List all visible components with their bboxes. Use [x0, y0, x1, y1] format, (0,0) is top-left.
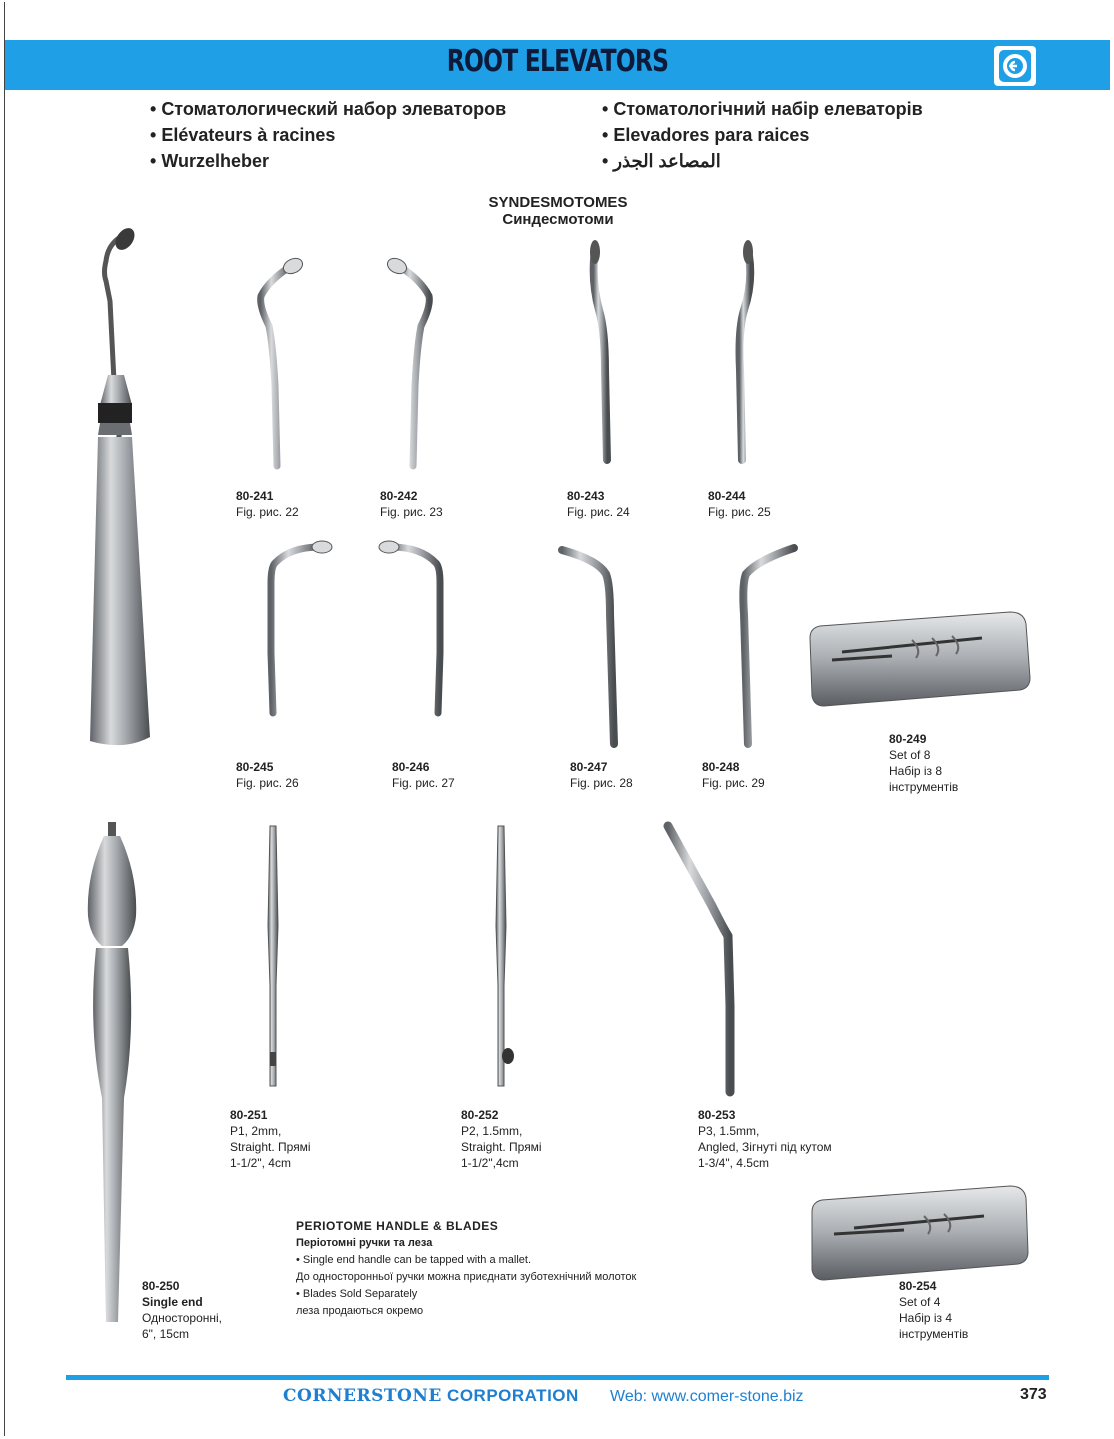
language-list-left: [150, 96, 506, 174]
blade-80-253-image: [662, 822, 752, 1094]
instrument-80-243-image: [583, 240, 623, 475]
figure-ref: Fig. рис. 22: [236, 505, 299, 519]
brand-name-bold: CORNERSTONE: [283, 1386, 442, 1406]
blade-type: Angled, Зігнуті під кутом: [698, 1140, 832, 1154]
caption-80-241: [236, 488, 299, 520]
figure-ref: Fig. рис. 26: [236, 776, 299, 790]
section-heading-syndesmotomes: [440, 194, 676, 228]
product-code: 80-248: [702, 760, 740, 774]
instrument-80-247-image: [560, 544, 630, 749]
caption-80-249: [889, 731, 958, 795]
caption-80-242: [380, 488, 443, 520]
footer-website-link[interactable]: Web: www.comer-stone.biz: [610, 1388, 804, 1405]
language-list-right: [602, 96, 923, 174]
caption-80-248: [702, 759, 765, 791]
blade-type: Straight. Прямі: [461, 1140, 542, 1154]
product-code: 80-243: [567, 489, 605, 503]
periotome-handle-image: [82, 820, 142, 1330]
periotome-section: [296, 1218, 636, 1320]
caption-80-246: [392, 759, 455, 791]
product-code: 80-245: [236, 760, 274, 774]
caption-80-247: [570, 759, 633, 791]
handle-type-ua: Односторонні,: [142, 1311, 223, 1325]
figure-ref: Fig. рис. 28: [570, 776, 633, 790]
footer-divider: [66, 1375, 1049, 1380]
blade-length: 1-3/4", 4.5cm: [698, 1156, 769, 1170]
instrument-80-244-image: [726, 240, 766, 475]
set-description: Set of 4: [899, 1295, 941, 1309]
caption-80-251: [230, 1107, 311, 1171]
blade-spec: P3, 1.5mm,: [698, 1124, 760, 1138]
figure-ref: Fig. рис. 25: [708, 505, 771, 519]
instrument-80-248-image: [732, 544, 802, 749]
figure-ref: Fig. рис. 29: [702, 776, 765, 790]
product-code: 80-252: [461, 1108, 499, 1122]
blade-80-251-image: [262, 824, 286, 1094]
product-code: 80-241: [236, 489, 274, 503]
set-description-ua: Набір із 8: [889, 764, 943, 778]
caption-80-254: [899, 1278, 968, 1342]
instrument-80-245-image: [260, 537, 340, 737]
product-code: 80-253: [698, 1108, 736, 1122]
language-item: • المصاعد الجذر: [602, 148, 923, 174]
product-code: 80-242: [380, 489, 418, 503]
figure-ref: Fig. рис. 27: [392, 776, 455, 790]
product-code: 80-250: [142, 1279, 180, 1293]
product-code: 80-246: [392, 760, 430, 774]
product-code: 80-251: [230, 1108, 268, 1122]
caption-80-243: [567, 488, 630, 520]
instrument-case-80-249-image: [802, 612, 1028, 708]
blade-length: 1-1/2", 4cm: [230, 1156, 291, 1170]
product-code: 80-254: [899, 1279, 937, 1293]
language-item: • Стоматологічний набір елеваторів: [602, 96, 923, 122]
instrument-case-80-254-image: [804, 1186, 1028, 1282]
set-description-ua: Набір із 4: [899, 1311, 953, 1325]
product-code: 80-244: [708, 489, 746, 503]
periotome-subtitle: Періотомні ручки та леза: [296, 1237, 433, 1249]
set-description-ua-2: інструментів: [889, 780, 959, 794]
brand-logo-icon: [994, 46, 1036, 86]
instrument-80-242-image: [385, 252, 435, 477]
periotome-bullet-2: • Blades Sold Separately: [296, 1288, 418, 1300]
periotome-title: PERIOTOME HANDLE & BLADES: [296, 1219, 499, 1233]
instrument-80-241-image: [255, 252, 305, 477]
title-banner: [5, 40, 1110, 90]
set-description-ua-2: інструментів: [899, 1327, 969, 1341]
instrument-80-246-image: [375, 537, 455, 737]
blade-length: 1-1/2",4cm: [461, 1156, 519, 1170]
blade-80-252-image: [490, 824, 520, 1094]
figure-ref: Fig. рис. 23: [380, 505, 443, 519]
syndesmotomes-subtitle: Синдесмотоми: [502, 211, 614, 228]
handle-type: Single end: [142, 1295, 203, 1309]
periotome-bullet-1-ua: До односторонньої ручки можна приєднати зуботехнічний молоток: [296, 1271, 637, 1283]
language-item: • Elévateurs à racines: [150, 122, 506, 148]
periotome-bullet-2-ua: леза продаються окремо: [296, 1305, 424, 1317]
periotome-bullet-1: • Single end handle can be tapped with a mallet.: [296, 1254, 532, 1266]
language-item: • Wurzelheber: [150, 148, 506, 174]
handle-length: 6", 15cm: [142, 1327, 189, 1341]
set-description: Set of 8: [889, 748, 931, 762]
brand-name-rest: CORPORATION: [441, 1386, 579, 1405]
page-number: 373: [1020, 1386, 1047, 1403]
language-item: • Стоматологический набор элеваторов: [150, 96, 506, 122]
product-code: 80-249: [889, 732, 927, 746]
page-title: ROOT ELEVATORS: [446, 44, 669, 79]
blade-spec: P2, 1.5mm,: [461, 1124, 523, 1138]
caption-80-253: [698, 1107, 832, 1171]
language-item: • Elevadores para raices: [602, 122, 923, 148]
caption-80-252: [461, 1107, 542, 1171]
caption-80-250: [142, 1278, 222, 1342]
caption-80-245: [236, 759, 299, 791]
figure-ref: Fig. рис. 24: [567, 505, 630, 519]
product-code: 80-247: [570, 760, 608, 774]
syndesmotomes-title: SYNDESMOTOMES: [488, 194, 628, 211]
elevator-handle-image: [78, 225, 148, 750]
footer-brand: [283, 1386, 579, 1406]
blade-spec: P1, 2mm,: [230, 1124, 282, 1138]
caption-80-244: [708, 488, 771, 520]
blade-type: Straight. Прямі: [230, 1140, 311, 1154]
